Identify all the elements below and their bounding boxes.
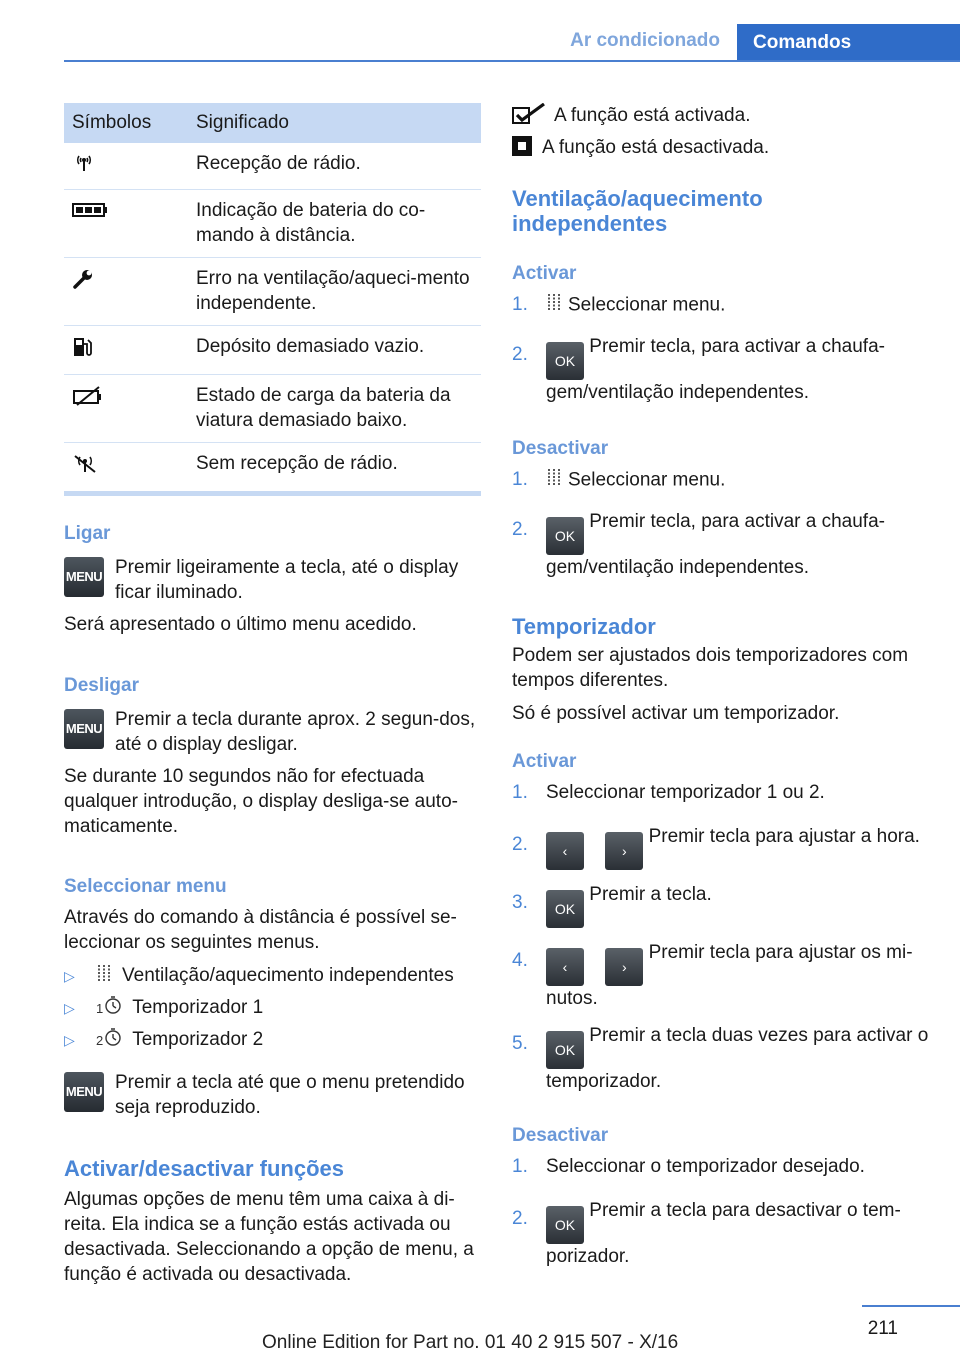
battery-crossed-icon (72, 385, 102, 414)
fuel-pump-icon (72, 336, 92, 365)
left-arrow-key-icon: ‹ (546, 948, 584, 986)
table-header-row (64, 103, 481, 143)
list-item: 2. ‹ › Premir tecla para ajustar a hora. (512, 824, 932, 870)
list-item: 2. OK Premir tecla, para activar a chaufa-gem/ventilação independentes. (512, 336, 885, 403)
radio-reception-icon (72, 153, 96, 180)
temporizador-text-2: Só é possível activar um temporizador. (512, 703, 840, 724)
heading-ventilacao: Ventilação/aquecimento independentes (512, 186, 763, 236)
heading-temporizador: Temporizador (512, 614, 656, 639)
timer-number: 1 (96, 1000, 104, 1016)
table-row (64, 443, 481, 494)
bullet-triangle-icon: ▷ (64, 967, 75, 984)
wrench-icon (72, 268, 94, 297)
temporizador-text-1: Podem ser ajustados dois temporizadores com tempos diferentes. (512, 645, 909, 691)
status-activated-text: A função está activada. (554, 105, 751, 126)
list-item (64, 960, 481, 992)
table-cell-meaning: Indicação de bateria do co-mando à distância. (188, 190, 481, 258)
timer-number: 2 (96, 1032, 104, 1048)
table-cell-meaning: Depósito demasiado vazio. (188, 326, 481, 375)
bullet-text: Temporizador 2 (132, 1029, 264, 1050)
list-item: 2. OK Premir tecla, para activar a chaufa-gem/ventilação independentes. (512, 511, 885, 578)
status-deactivated-row (512, 132, 932, 164)
ok-key-icon: OK (546, 1031, 584, 1069)
vent-activar-steps (512, 292, 932, 405)
ventilation-icon (546, 292, 562, 319)
table-cell-meaning: Erro na ventilação/aqueci-mento independente. (188, 258, 481, 326)
bullet-triangle-icon: ▷ (64, 1031, 75, 1048)
menu-button-icon: MENU (64, 1072, 104, 1112)
heading-activar: Activar (512, 263, 577, 284)
no-radio-reception-icon (72, 453, 98, 482)
heading-desligar: Desligar (64, 675, 139, 696)
heading-timer-activar: Activar (512, 751, 577, 772)
list-item: 5. OK Premir a tecla duas vezes para activar o temporizador. (512, 1025, 929, 1092)
ligar-button-text: Premir ligeiramente a tecla, até o display ficar iluminado. (115, 557, 459, 603)
menu-button-icon: MENU (64, 709, 104, 749)
right-arrow-key-icon: › (605, 832, 643, 870)
list-item: 1. Seleccionar menu. (512, 292, 932, 324)
menu-button-instruction (64, 707, 481, 757)
timer-2-icon (104, 1028, 122, 1052)
list-item: 1. Seleccionar o temporizador desejado. (512, 1156, 865, 1177)
ok-key-icon: OK (546, 517, 584, 555)
heading-desactivar: Desactivar (512, 438, 609, 459)
list-item (64, 1024, 481, 1056)
left-arrow-key-icon: ‹ (546, 832, 584, 870)
heading-ligar: Ligar (64, 523, 111, 544)
menu-bullet-list (64, 960, 481, 1056)
table-row (64, 375, 481, 443)
ventilation-icon (546, 467, 562, 494)
list-item: 1. Seleccionar temporizador 1 ou 2. (512, 782, 825, 803)
list-item: 3. OK Premir a tecla. (512, 882, 932, 928)
table-cell-meaning: Sem recepção de rádio. (188, 443, 481, 494)
bullet-text: Ventilação/aquecimento independentes (122, 965, 454, 986)
timer-activar-steps (512, 780, 932, 1094)
table-row (64, 326, 481, 375)
ok-key-icon: OK (546, 1206, 584, 1244)
table-header-symbols: Símbolos (64, 103, 188, 143)
bullet-triangle-icon: ▷ (64, 999, 75, 1016)
left-column (64, 103, 481, 1287)
list-item: 4. ‹ › Premir tecla para ajustar os mi-nutos. (512, 942, 913, 1009)
heading-timer-desactivar: Desactivar (512, 1125, 609, 1146)
menu-button-instruction (64, 555, 481, 605)
table-row (64, 258, 481, 326)
status-deactivated-text: A função está desactivada. (542, 137, 770, 158)
bullet-text: Temporizador 1 (132, 997, 264, 1018)
ligar-text: Será apresentado o último menu acedido. (64, 614, 417, 635)
desligar-text: Se durante 10 segundos não for efectuada qualquer introdução, o display desliga-se auto-maticamente. (64, 766, 458, 837)
footer-rule (862, 1305, 960, 1307)
battery-icon (72, 200, 108, 225)
edition-text: Online Edition for Part no. 01 40 2 915 507 - X/16 (262, 1332, 679, 1353)
right-column (512, 100, 932, 1269)
ok-key-icon: OK (546, 890, 584, 928)
checkbox-checked-icon (512, 103, 546, 130)
table-row (64, 143, 481, 190)
vent-desactivar-steps (512, 467, 932, 580)
funcoes-text: Algumas opções de menu têm uma caixa à di-reita. Ela indica se a função estás activada ou desactivada. Seleccionando a opção de menu, a função é activada ou desactivada. (64, 1189, 474, 1285)
ok-key-icon: OK (546, 342, 584, 380)
heading-activar-desactivar-funcoes: Activar/desactivar funções (64, 1156, 345, 1181)
header-tab-comandos: Comandos (737, 24, 960, 62)
menu-button-icon: MENU (64, 557, 104, 597)
desligar-button-text: Premir a tecla durante aprox. 2 segun-dos, até o display desligar. (115, 709, 476, 755)
page-number: 211 (867, 1318, 898, 1339)
table-cell-meaning: Estado de carga da bateria da viatura demasiado baixo. (188, 375, 481, 443)
table-row (64, 190, 481, 258)
timer-desactivar-steps (512, 1154, 932, 1269)
heading-seleccionar-menu: Seleccionar menu (64, 876, 227, 897)
checkbox-unchecked-icon (512, 136, 532, 161)
list-item: 1. Seleccionar menu. (512, 467, 932, 499)
list-item: 2. OK Premir a tecla para desactivar o tem-porizador. (512, 1200, 901, 1267)
seleccionar-menu-button-text: Premir a tecla até que o menu pretendido seja reproduzido. (115, 1072, 465, 1118)
ventilation-icon (96, 963, 112, 989)
table-cell-meaning: Recepção de rádio. (188, 143, 481, 190)
timer-1-icon (104, 996, 122, 1020)
right-arrow-key-icon: › (605, 948, 643, 986)
status-activated-row (512, 100, 932, 132)
menu-button-instruction (64, 1070, 481, 1120)
list-item (64, 992, 481, 1024)
seleccionar-menu-text: Através do comando à distância é possível se-leccionar os seguintes menus. (64, 907, 457, 953)
header-rule (64, 60, 960, 62)
symbols-table (64, 103, 481, 496)
table-header-meaning: Significado (188, 103, 481, 143)
header-section-title: Ar condicionado (570, 30, 720, 51)
